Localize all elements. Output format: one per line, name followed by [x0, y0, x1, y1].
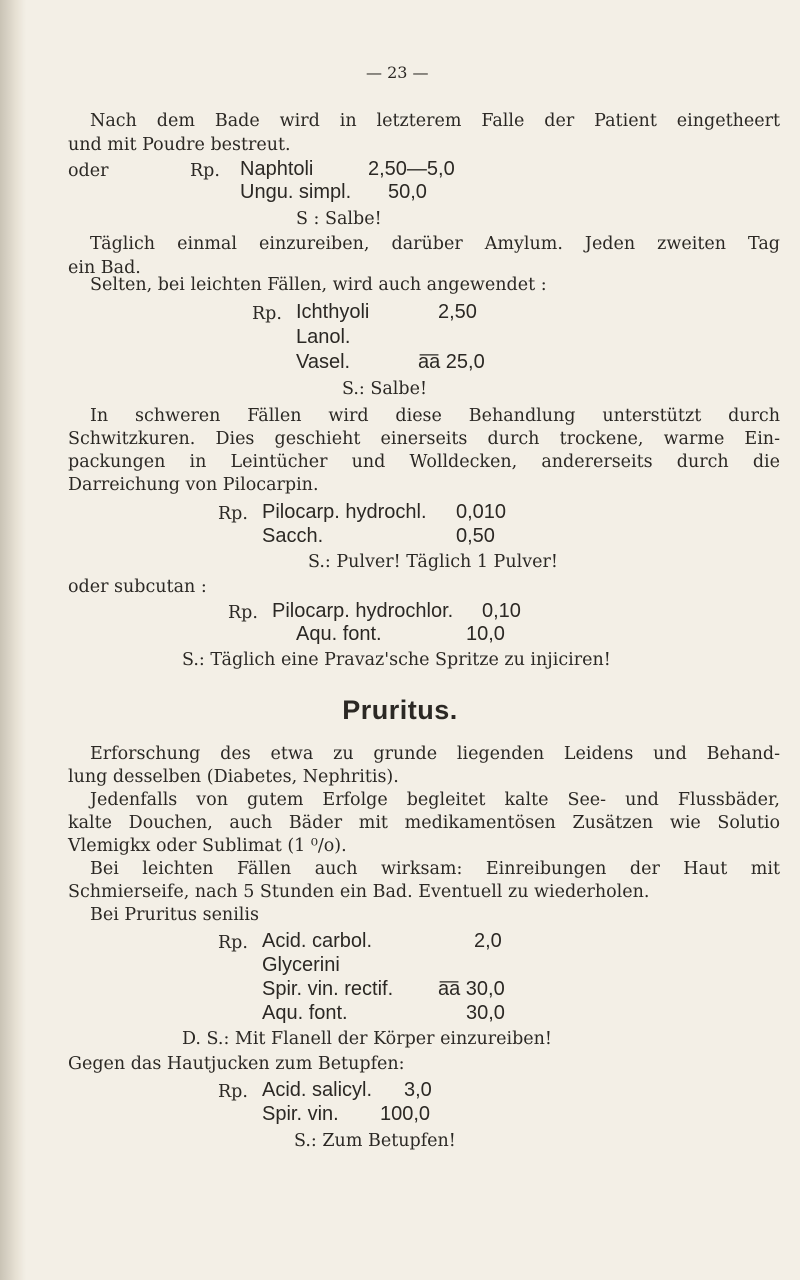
text-line: Nach dem Bade wird in letzterem Falle der Patient eingetheert: [90, 111, 780, 131]
rx-label: Rp.: [190, 161, 220, 181]
rx-ingredient: Naphtoli: [240, 158, 314, 180]
rx-ingredient: Acid. salicyl.: [262, 1079, 373, 1101]
rx-ingredient: Spir. vin.: [262, 1103, 339, 1125]
text-line: Darreichung von Pilocarpin.: [68, 475, 319, 495]
rx-signa: D. S.: Mit Flanell der Körper einzureiben!: [182, 1029, 552, 1049]
text-line: lung desselben (Diabetes, Nephritis).: [68, 767, 399, 787]
rx-amount: a͞a 25,0: [418, 351, 485, 373]
rx-signa: S.: Salbe!: [342, 379, 427, 399]
rx-ingredient: Lanol.: [296, 326, 351, 348]
text-line: Jedenfalls von gutem Erfolge begleitet kalte See- und Flussbäder,: [90, 790, 780, 810]
rx-signa: S.: Pulver! Täglich 1 Pulver!: [308, 552, 558, 572]
rx-ingredient: Aqu. font.: [296, 623, 382, 645]
rx-amount: 10,0: [466, 623, 505, 645]
rx-ingredient: Ungu. simpl.: [240, 181, 352, 203]
text-line: und mit Poudre bestreut.: [68, 135, 291, 155]
rx-amount: 2,50: [438, 301, 477, 323]
page-gutter-shadow: [0, 0, 26, 1280]
rx-label: Rp.: [252, 304, 282, 324]
rx-label: Rp.: [218, 504, 248, 524]
rx-ingredient: Aqu. font.: [262, 1002, 348, 1024]
text-line: In schweren Fällen wird diese Behandlung unterstützt durch: [90, 406, 780, 426]
rx-ingredient: Pilocarp. hydrochlor.: [272, 600, 454, 622]
rx-amount: 2,50—5,0: [368, 158, 455, 180]
text-line: oder: [68, 161, 109, 181]
rx-ingredient: Sacch.: [262, 525, 324, 547]
text-line: kalte Douchen, auch Bäder mit medikamentösen Zusätzen wie Solutio: [68, 813, 780, 833]
text-line: Erforschung des etwa zu grunde liegenden Leidens und Behand-: [90, 744, 780, 764]
rx-ingredient: Glycerini: [262, 954, 340, 976]
text-line: Bei Pruritus senilis: [90, 905, 259, 925]
rx-ingredient: Acid. carbol.: [262, 930, 373, 952]
rx-ingredient: Ichthyoli: [296, 301, 370, 323]
rx-ingredient: Vasel.: [296, 351, 351, 373]
rx-signa: S.: Täglich eine Pravaz'sche Spritze zu injiciren!: [182, 650, 611, 670]
text-line: Schmierseife, nach 5 Stunden ein Bad. Eventuell zu wiederholen.: [68, 882, 650, 902]
rx-amount: 0,10: [482, 600, 521, 622]
text-line: Bei leichten Fällen auch wirksam: Einreibungen der Haut mit: [90, 859, 780, 879]
rx-signa: S.: Zum Betupfen!: [294, 1131, 456, 1151]
text-line: Täglich einmal einzureiben, darüber Amylum. Jeden zweiten Tag: [90, 234, 780, 254]
rx-signa: S : Salbe!: [296, 209, 382, 229]
rx-amount: 100,0: [380, 1103, 431, 1125]
rx-amount: 3,0: [404, 1079, 432, 1101]
rx-amount: 2,0: [474, 930, 502, 952]
rx-amount: 0,50: [456, 525, 495, 547]
rx-ingredient: Pilocarp. hydrochl.: [262, 501, 427, 523]
text-line: Selten, bei leichten Fällen, wird auch angewendet :: [90, 275, 547, 295]
rx-amount: 0,010: [456, 501, 507, 523]
rx-label: Rp.: [218, 1082, 248, 1102]
text-line: ein Bad.: [68, 258, 141, 278]
rx-label: Rp.: [228, 603, 258, 623]
rx-amount: 30,0: [466, 1002, 505, 1024]
text-line: Vlemigkx oder Sublimat (1 ⁰/o).: [68, 836, 347, 856]
page-number: — 23 —: [366, 63, 429, 82]
text-line: oder subcutan :: [68, 577, 207, 597]
rx-amount: 50,0: [388, 181, 427, 203]
rx-label: Rp.: [218, 933, 248, 953]
section-heading-pruritus: Pruritus.: [342, 695, 458, 725]
rx-ingredient: Spir. vin. rectif.: [262, 978, 394, 1000]
rx-amount: a͞a 30,0: [438, 978, 505, 1000]
text-line: Gegen das Hautjucken zum Betupfen:: [68, 1054, 405, 1074]
text-line: packungen in Leintücher und Wolldecken, andererseits durch die: [68, 452, 780, 472]
text-line: Schwitzkuren. Dies geschieht einerseits durch trockene, warme Ein-: [68, 429, 780, 449]
